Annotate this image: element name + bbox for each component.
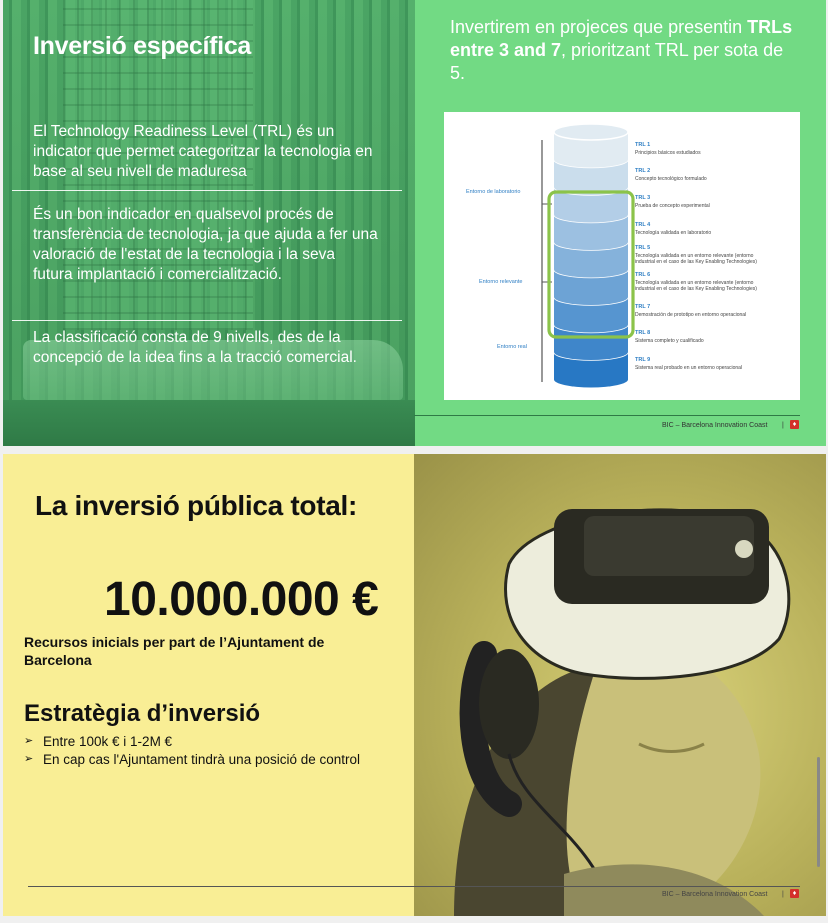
trl-code-2: TRL 2 bbox=[635, 168, 651, 174]
trl-code-4: TRL 4 bbox=[635, 222, 651, 228]
trl-description-5: Tecnología validada en un entorno relevante (entorno bbox=[635, 253, 754, 259]
total-amount: 10.000.000 € bbox=[104, 573, 379, 626]
strategy-list bbox=[24, 733, 384, 769]
trl-code-9: TRL 9 bbox=[635, 357, 651, 363]
group-label-relevant: Entorno relevante bbox=[479, 279, 523, 285]
trl-diagram bbox=[444, 112, 800, 400]
indicator-text: És un bon indicador en qualsevol procés de transferència de tecnologia, ja que ajuda a fer una valoració de l'estat de la tecnologia i la seva futura implantació i comercialització. bbox=[33, 206, 378, 283]
divider bbox=[12, 190, 402, 191]
vr-headset-photo bbox=[414, 454, 826, 916]
trl-description-2: Concepto tecnológico formulado bbox=[635, 176, 707, 182]
strategy-item-text: Entre 100k € i 1-2M € bbox=[43, 734, 173, 749]
trl-description-3: Prueba de concepto experimental bbox=[635, 203, 710, 209]
group-label-lab: Entorno de laboratorio bbox=[466, 189, 521, 195]
trl-description-4: Tecnología validada en laboratorio bbox=[635, 230, 712, 236]
classification-text: La classificació consta de 9 nivells, des de la concepció de la idea fins a la tracció comercial. bbox=[33, 329, 357, 366]
slide2-footer-text: BIC – Barcelona Innovation Coast bbox=[662, 891, 768, 898]
slide1-title: Inversió específica bbox=[33, 32, 252, 60]
trl-labels bbox=[635, 142, 757, 371]
bic-logo-icon: ♦ bbox=[790, 889, 799, 898]
slide1-footer-line bbox=[414, 415, 800, 416]
list-item bbox=[24, 751, 384, 768]
slide2-footer-separator: | bbox=[782, 891, 784, 898]
trl-code-3: TRL 3 bbox=[635, 195, 651, 201]
trl-description-6: industrial en el caso de las Key Enabling Technologies) bbox=[635, 286, 757, 292]
slide1-footer-separator: | bbox=[782, 422, 784, 429]
slide2-footer-line bbox=[28, 886, 800, 887]
strategy-item-text: En cap cas l'Ajuntament tindrà una posició de control bbox=[43, 752, 361, 767]
investment-text-bold: TRLs entre 3 and 7 bbox=[450, 17, 793, 60]
slide1-footer-text: BIC – Barcelona Innovation Coast bbox=[662, 422, 768, 429]
trl-code-1: TRL 1 bbox=[635, 142, 651, 148]
trl-cylinder-svg bbox=[444, 112, 800, 400]
trl-description-6: Tecnología validada en un entorno relevante (entorno bbox=[635, 280, 754, 286]
resources-subtitle: Recursos inicials per part de l’Ajuntament de Barcelona bbox=[24, 634, 325, 668]
trl-description-9: Sistema real probado en un entorno operacional bbox=[635, 365, 743, 371]
investment-trl-text bbox=[450, 16, 795, 85]
trl-definition-text: El Technology Readiness Level (TRL) és un indicator que permet categoritzar la tecnologia en base al seu nivell de maduresa bbox=[33, 123, 373, 180]
trl-code-6: TRL 6 bbox=[635, 272, 651, 278]
list-item bbox=[24, 733, 384, 750]
group-label-real: Entorno real bbox=[497, 344, 527, 350]
trl-description-5: industrial en el caso de las Key Enabling Technologies) bbox=[635, 259, 757, 265]
trl-description-8: Sistema completo y cualificado bbox=[635, 338, 704, 344]
trl-code-5: TRL 5 bbox=[635, 245, 651, 251]
ground-image bbox=[3, 400, 415, 446]
bic-logo-icon: ♦ bbox=[790, 420, 799, 429]
divider bbox=[12, 320, 402, 321]
trl-code-8: TRL 8 bbox=[635, 330, 651, 336]
strategy-heading: Estratègia d’inversió bbox=[24, 700, 261, 727]
trl-description-1: Principios básicos estudiados bbox=[635, 150, 701, 156]
investment-text-end: , prioritzant TRL per sota de 5. bbox=[450, 40, 784, 83]
vr-person-image bbox=[414, 454, 826, 916]
arrow-bullet-icon: ➢ bbox=[24, 753, 34, 765]
slide2-title: La inversió pública total: bbox=[35, 490, 358, 521]
trl-description-7: Demostración de prototipo en entorno operacional bbox=[635, 312, 747, 318]
scrollbar[interactable] bbox=[817, 757, 820, 867]
trl-segment-cap-1 bbox=[554, 124, 628, 140]
investment-text-start: Invertirem en projeces que presentin bbox=[450, 17, 748, 37]
arrow-bullet-icon: ➢ bbox=[24, 735, 34, 747]
trl-cylinder bbox=[554, 124, 628, 387]
trl-code-7: TRL 7 bbox=[635, 304, 651, 310]
